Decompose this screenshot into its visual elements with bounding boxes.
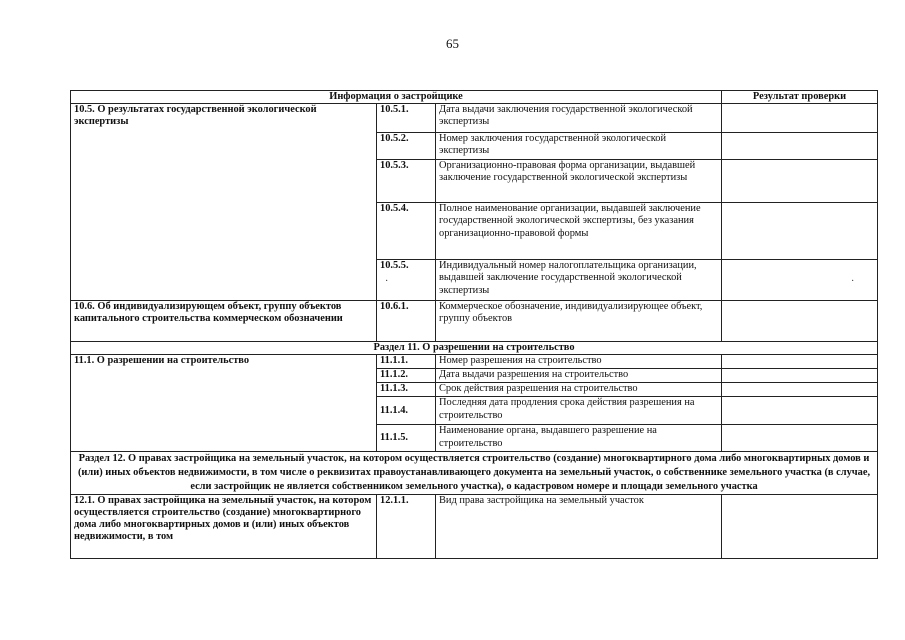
result-cell	[722, 383, 878, 397]
page-number: 65	[446, 36, 459, 51]
item-text: Индивидуальный номер налогоплательщика организации, выдавшей заключение государственной экологической экспертизы	[436, 260, 722, 301]
result-cell	[722, 104, 878, 133]
item-code: 10.6.1.	[377, 301, 436, 342]
section-row	[71, 452, 878, 494]
item-code: 11.1.4.	[377, 397, 436, 425]
category-11-1: 11.1. О разрешении на строительство	[71, 355, 377, 452]
result-cell	[722, 425, 878, 452]
item-text: Дата выдачи заключения государственной экологической экспертизы	[436, 104, 722, 133]
header-developer-info: Информация о застройщике	[71, 91, 722, 104]
item-code: 10.5.3.	[377, 160, 436, 203]
item-code: 10.5.4.	[377, 203, 436, 260]
category-10-5: 10.5. О результатах государственной экологической экспертизы	[71, 104, 377, 301]
item-code: 12.1.1.	[377, 494, 436, 558]
item-code: 10.5.1.	[377, 104, 436, 133]
item-text: Дата выдачи разрешения на строительство	[436, 369, 722, 383]
item-code: 11.1.1.	[377, 355, 436, 369]
table-header-row	[71, 91, 878, 104]
section-row	[71, 342, 878, 355]
result-cell	[722, 369, 878, 383]
item-text: Номер разрешения на строительство	[436, 355, 722, 369]
table-row	[71, 494, 878, 558]
section-12-title: Раздел 12. О правах застройщика на земельный участок, на котором осуществляется строительство (создание) многоквартирного дома либо многоквартирных домов и (или) иных объектов недвижимости, в том числе о реквизитах правоустанавливающего документа на земельный участок, о собственнике земельного участка (в случае, если застройщик не является собственником земельного участка), о кадастровом номере и площади земельного участка	[71, 452, 878, 494]
result-cell	[722, 355, 878, 369]
category-10-6: 10.6. Об индивидуализирующем объект, группу объектов капитального строительства коммерческом обозначении	[71, 301, 377, 342]
item-code: 10.5.5.	[377, 260, 436, 301]
item-text: Номер заключения государственной экологической экспертизы	[436, 133, 722, 160]
item-text: Полное наименование организации, выдавшей заключение государственной экологической экспертизы, без указания организационно-правовой формы	[436, 203, 722, 260]
result-cell	[722, 160, 878, 203]
result-cell	[722, 397, 878, 425]
item-text: Последняя дата продления срока действия разрешения на строительство	[436, 397, 722, 425]
developer-info-table	[70, 90, 878, 559]
item-code: 11.1.5.	[377, 425, 436, 452]
table-row	[71, 355, 878, 369]
result-cell	[722, 301, 878, 342]
category-12-1: 12.1. О правах застройщика на земельный участок, на котором осуществляется строительство (создание) многоквартирного дома либо многоквартирных домов и (или) иных объектов недвижимости, в том	[71, 494, 377, 558]
section-11-title: Раздел 11. О разрешении на строительство	[71, 342, 878, 355]
item-text: Организационно-правовая форма организации, выдавшей заключение государственной экологической экспертизы	[436, 160, 722, 203]
result-cell	[722, 203, 878, 260]
table-row	[71, 104, 878, 133]
item-text: Вид права застройщика на земельный участок	[436, 494, 722, 558]
item-text: Наименование органа, выдавшего разрешение на строительство	[436, 425, 722, 452]
scan-speck: ·	[385, 276, 389, 287]
result-cell	[722, 494, 878, 558]
item-code: 10.5.2.	[377, 133, 436, 160]
header-check-result: Результат проверки	[722, 91, 878, 104]
table-row	[71, 301, 878, 342]
item-text: Срок действия разрешения на строительство	[436, 383, 722, 397]
scan-speck: ·	[851, 276, 855, 287]
item-code: 11.1.2.	[377, 369, 436, 383]
result-cell	[722, 133, 878, 160]
item-code: 11.1.3.	[377, 383, 436, 397]
item-text: Коммерческое обозначение, индивидуализирующее объект, группу объектов	[436, 301, 722, 342]
